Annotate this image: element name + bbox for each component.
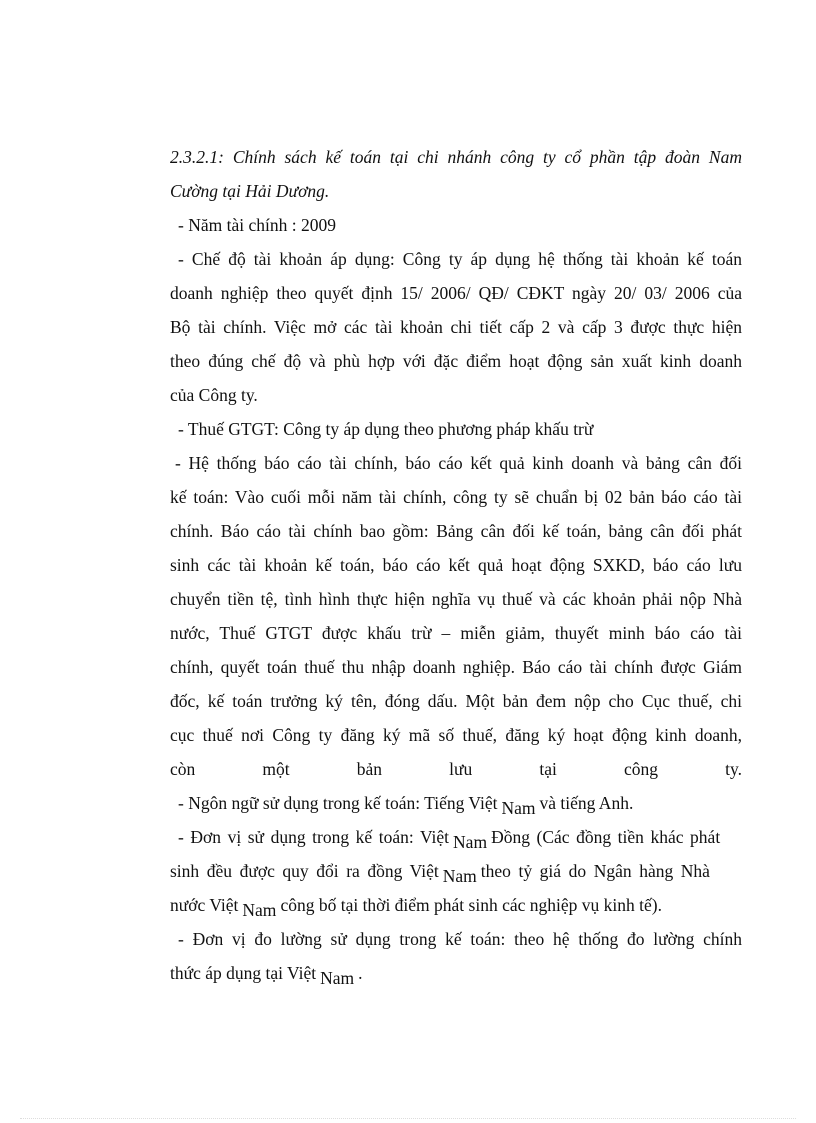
language-line	[170, 786, 742, 820]
reporting-line-8: đốc, kế toán trưởng ký tên, đóng dấu. Một bản đem nộp cho Cục thuế, chi	[170, 691, 742, 711]
section-heading-line-2: Cường tại Hải Dương.	[170, 181, 330, 201]
language-nam: Nam	[501, 798, 536, 818]
currency-line-2	[170, 854, 742, 888]
currency-nam: Nam	[453, 832, 488, 852]
reporting-line-9: cục thuế nơi Công ty đăng ký mã số thuế, đăng ký hoạt động kinh doanh,	[170, 725, 742, 745]
currency-line-3	[170, 888, 742, 922]
account-regime-line-3: Bộ tài chính. Việc mở các tài khoản chi tiết cấp 2 và cấp 3 được thực hiện	[170, 317, 742, 337]
reporting-line-2: kế toán: Vào cuối mỗi năm tài chính, công ty sẽ chuẩn bị 02 bản báo cáo tài	[170, 487, 742, 507]
reporting-line-6: nước, Thuế GTGT được khấu trừ – miễn giảm, thuyết minh báo cáo tài	[170, 623, 742, 643]
measurement-line-2	[170, 956, 742, 990]
account-regime-line-5: của Công ty.	[170, 385, 258, 405]
language-text: - Ngôn ngữ sử dụng trong kế toán: Tiếng Việt	[178, 793, 498, 813]
fiscal-year-line: - Năm tài chính : 2009	[178, 215, 336, 235]
vat-line: - Thuế GTGT: Công ty áp dụng theo phương pháp khấu trừ	[178, 419, 594, 439]
currency-nam: Nam	[442, 866, 477, 886]
currency-text-end: theo tỷ giá do Ngân hàng Nhà	[480, 861, 710, 881]
currency-nam: Nam	[242, 900, 277, 920]
measurement-line-1: - Đơn vị đo lường sử dụng trong kế toán: theo hệ thống đo lường chính	[178, 929, 742, 949]
measurement-text: thức áp dụng tại Việt	[170, 963, 317, 983]
measurement-text-end: .	[358, 963, 363, 983]
reporting-line-4: sinh các tài khoản kế toán, báo cáo kết quả hoạt động SXKD, báo cáo lưu	[170, 555, 742, 575]
currency-line-1	[170, 820, 742, 854]
currency-text-end: Đồng (Các đồng tiền khác phát	[491, 827, 721, 847]
reporting-line-10: còn một bản lưu tại công ty.	[170, 759, 742, 779]
account-regime-line-1: - Chế độ tài khoản áp dụng: Công ty áp dụng hệ thống tài khoản kế toán	[178, 249, 742, 269]
reporting-line-3: chính. Báo cáo tài chính bao gồm: Bảng cân đối kế toán, bảng cân đối phát	[170, 521, 742, 541]
reporting-line-5: chuyển tiền tệ, tình hình thực hiện nghĩa vụ thuế và các khoản phải nộp Nhà	[170, 589, 742, 609]
account-regime-line-4: theo đúng chế độ và phù hợp với đặc điểm hoạt động sản xuất kinh doanh	[170, 351, 742, 371]
currency-text-end: công bố tại thời điểm phát sinh các nghiệp vụ kinh tế).	[280, 895, 662, 915]
body-text	[170, 140, 742, 990]
page-bottom-divider	[20, 1118, 796, 1119]
reporting-line-7: chính, quyết toán thuế thu nhập doanh nghiệp. Báo cáo tài chính được Giám	[170, 657, 742, 677]
currency-text: nước Việt	[170, 895, 239, 915]
reporting-line-1: - Hệ thống báo cáo tài chính, báo cáo kết quả kinh doanh và bảng cân đối	[175, 453, 742, 473]
currency-text: - Đơn vị sử dụng trong kế toán: Việt	[178, 827, 450, 847]
measurement-nam: Nam	[320, 968, 355, 988]
account-regime-line-2: doanh nghiệp theo quyết định 15/ 2006/ QĐ/ CĐKT ngày 20/ 03/ 2006 của	[170, 283, 742, 303]
section-heading-line-1: 2.3.2.1: Chính sách kế toán tại chi nhánh công ty cổ phần tập đoàn Nam	[170, 147, 742, 167]
language-text-end: và tiếng Anh.	[539, 793, 634, 813]
currency-text: sinh đều được quy đổi ra đồng Việt	[170, 861, 439, 881]
